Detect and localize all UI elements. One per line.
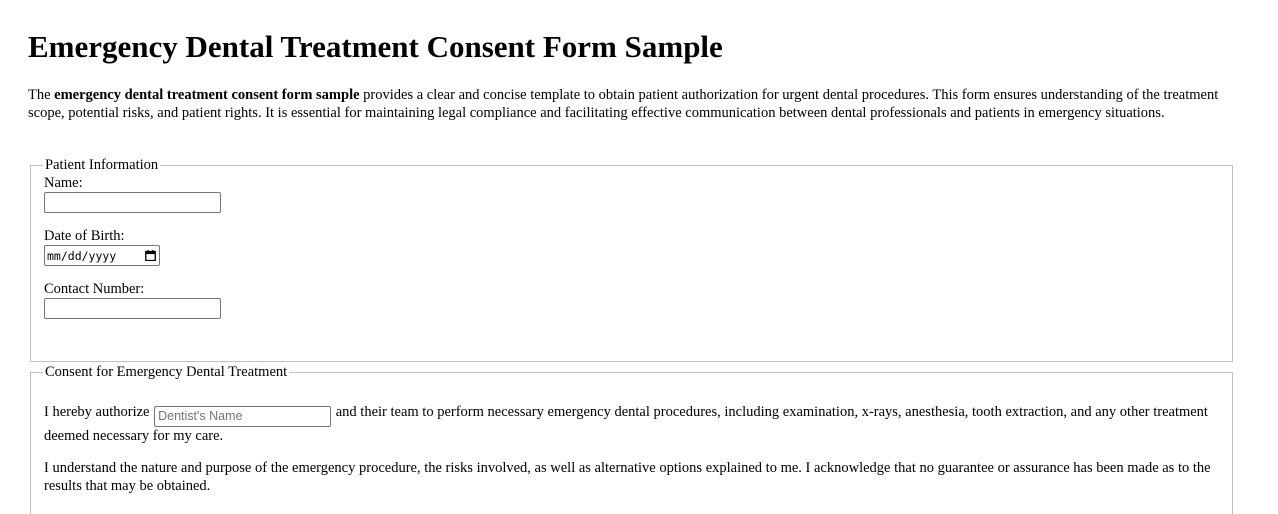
name-label: Name:: [44, 175, 83, 191]
intro-prefix: The: [28, 87, 55, 103]
dob-input[interactable]: [44, 245, 160, 266]
intro-bold-term: emergency dental treatment consent form sample: [54, 87, 360, 103]
page-title: Emergency Dental Treatment Consent Form Sample: [28, 29, 723, 64]
authorize-suffix: and their team to perform necessary emergency dental procedures, including examination, x-rays, anesthesia, tooth extraction, and any other treatment deemed necessary for my care.: [44, 404, 1208, 444]
dentist-name-input[interactable]: Dentist's Name: [154, 406, 331, 427]
dob-label: Date of Birth:: [44, 228, 125, 244]
patient-information-legend: Patient Information: [45, 157, 159, 173]
contact-number-label: Contact Number:: [44, 281, 145, 297]
calendar-icon[interactable]: [145, 250, 156, 261]
contact-number-input[interactable]: [44, 298, 221, 319]
name-input[interactable]: [44, 192, 221, 213]
patient-information-fieldset: [30, 156, 1233, 362]
dob-field-group: [44, 227, 1232, 266]
consent-legend: Consent for Emergency Dental Treatment: [45, 364, 288, 380]
authorize-prefix: I hereby authorize: [44, 404, 154, 420]
intro-suffix: provides a clear and concise template to obtain patient authorization for urgent dental procedures. This form ensures understanding of the treatment scope, potential risks, and patient rights. It is essential for maintaining legal compliance and facilitating effective communication between dental professionals and patients in emergency situations.: [28, 87, 1219, 121]
understand-paragraph: I understand the nature and purpose of the emergency procedure, the risks involved, as well as alternative options explained to me. I acknowledge that no guarantee or assurance has been made as to the results that may be obtained.: [44, 460, 1211, 494]
contact-field-group: [44, 280, 1232, 319]
intro-paragraph: [28, 86, 1250, 122]
consent-body: [44, 403, 1219, 495]
consent-fieldset: [30, 363, 1233, 514]
name-field-group: [44, 174, 1232, 213]
dob-placeholder: mm/dd/yyyy: [47, 248, 117, 263]
authorize-paragraph: [44, 403, 1219, 445]
